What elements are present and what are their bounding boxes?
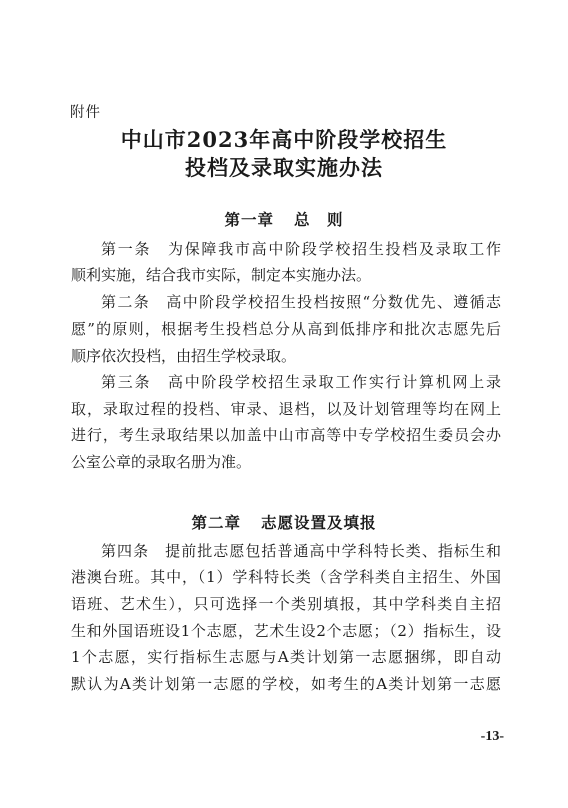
text-line: 顺序依次投档，由招生学校录取。 bbox=[71, 347, 297, 365]
chapter-heading-1 bbox=[0, 208, 568, 230]
text-line: 公室公章的录取名册为准。 bbox=[71, 453, 252, 471]
text-line: 愿”的原则，根据考生投档总分从高到低排序和批次志愿先后 bbox=[71, 320, 501, 338]
text-line: 第三条 高中阶段学校招生录取工作实行计算机网上录 bbox=[101, 373, 501, 391]
document-title-line-2: 投档及录取实施办法 bbox=[185, 155, 383, 180]
text-line: 第四条 提前批志愿包括普通高中学科特长类、指标生和 bbox=[101, 542, 501, 560]
text-line: 顺利实施，结合我市实际，制定本实施办法。 bbox=[71, 266, 372, 284]
text-line: 生和外国语班设1个志愿，艺术生设2个志愿；（2）指标生，设 bbox=[71, 622, 501, 640]
chapter-number: 第一章 bbox=[224, 210, 274, 229]
text-line: 第二条 高中阶段学校招生投档按照“分数优先、遵循志 bbox=[101, 293, 501, 311]
document-title-line-1: 中山市2023年高中阶段学校招生 bbox=[120, 127, 448, 152]
text-line: 进行，考生录取结果以加盖中山市高等中专学校招生委员会办 bbox=[71, 426, 501, 444]
chapter-heading-2 bbox=[0, 511, 568, 533]
text-line: 取，录取过程的投档、审录、退档，以及计划管理等均在网上 bbox=[71, 400, 501, 418]
chapter-name: 志愿设置及填报 bbox=[261, 513, 377, 532]
page-number: -13- bbox=[480, 729, 504, 744]
text-line: 语班、艺术生），只可选择一个类别填报，其中学科类自主招 bbox=[71, 595, 501, 613]
chapter-name: 总 则 bbox=[294, 210, 344, 229]
text-line: 默认为A类计划第一志愿的学校，如考生的A类计划第一志愿 bbox=[71, 675, 501, 693]
text-line: 港澳台班。其中，（1）学科特长类（含学科类自主招生、外国 bbox=[71, 568, 501, 586]
attachment-label: 附件 bbox=[70, 105, 101, 121]
chapter-number: 第二章 bbox=[191, 513, 241, 532]
text-line: 1个志愿，实行指标生志愿与A类计划第一志愿捆绑，即自动 bbox=[71, 648, 501, 666]
text-line: 第一条 为保障我市高中阶段学校招生投档及录取工作 bbox=[101, 240, 501, 258]
